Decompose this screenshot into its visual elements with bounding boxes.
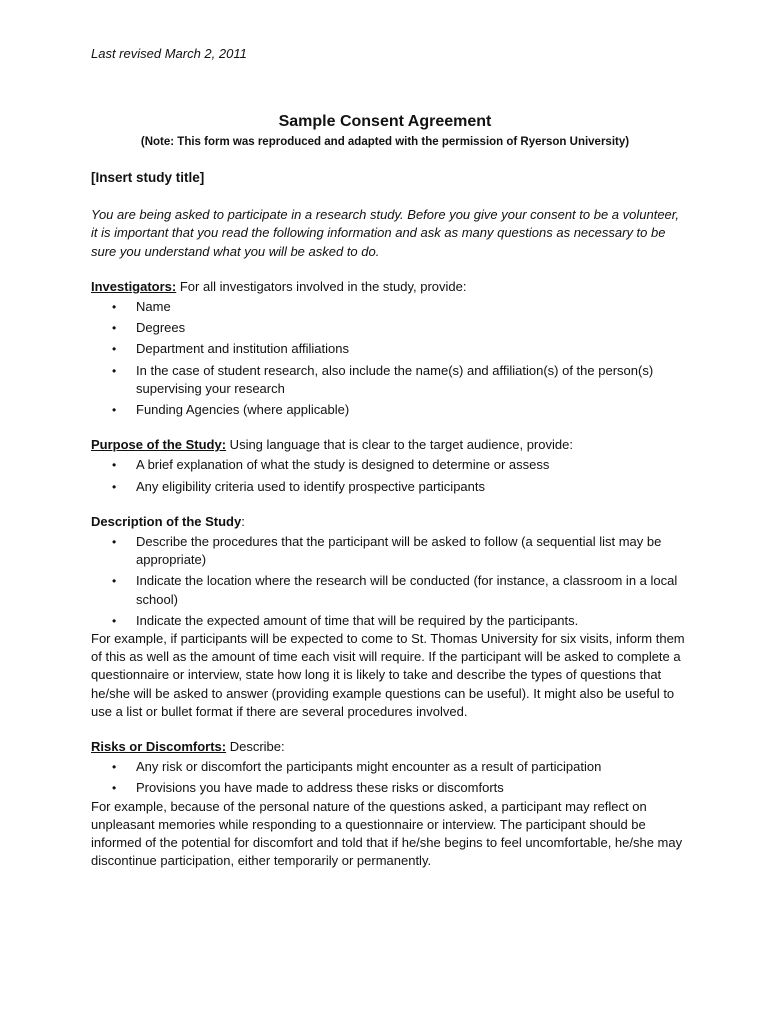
bullet-icon: •	[112, 781, 117, 796]
section-lead-text: :	[241, 513, 245, 529]
bullet-icon: •	[112, 363, 117, 378]
list-item	[91, 612, 685, 630]
list-item-text: Describe the procedures that the participant will be asked to follow (a sequential list may be appropriate)	[136, 534, 662, 568]
section-heading: Investigators:	[91, 278, 177, 294]
section-lead	[91, 278, 685, 296]
intro-paragraph: You are being asked to participate in a research study. Before you give your consent to be a volunteer, it is important that you read the following information and ask as many questions as necessary to be sure you understand what you will be asked to do.	[91, 207, 680, 259]
section-lead	[91, 436, 685, 454]
list-item	[91, 298, 685, 316]
document-note: (Note: This form was reproduced and adapted with the permission of Ryerson University)	[140, 136, 630, 148]
bullet-icon: •	[112, 574, 117, 589]
list-item	[91, 362, 685, 398]
bullet-list	[91, 298, 685, 419]
bullet-list	[91, 533, 685, 630]
bullet-list	[91, 456, 685, 495]
section-purpose	[91, 436, 685, 496]
list-item-text: Any risk or discomfort the participants might encounter as a result of participation	[136, 759, 602, 775]
section-investigators	[91, 278, 685, 419]
section-description	[91, 513, 685, 721]
bullet-list	[91, 758, 685, 797]
section-lead	[91, 513, 685, 531]
bullet-icon: •	[112, 613, 117, 628]
section-lead-text: Describe:	[226, 739, 285, 755]
bullet-icon: •	[112, 403, 117, 418]
document-title: Sample Consent Agreement	[278, 113, 492, 130]
list-item	[91, 478, 685, 496]
list-item-text: A brief explanation of what the study is designed to determine or assess	[136, 457, 550, 473]
study-title: [Insert study title]	[91, 170, 205, 185]
list-item-text: Provisions you have made to address these risks or discomforts	[136, 780, 504, 796]
list-item-text: Funding Agencies (where applicable)	[136, 402, 350, 418]
bullet-icon: •	[112, 300, 117, 315]
bullet-icon: •	[112, 458, 117, 473]
bullet-icon: •	[112, 760, 117, 775]
bullet-icon: •	[112, 535, 117, 550]
section-lead-text: Using language that is clear to the target audience, provide:	[226, 437, 573, 453]
list-item-text: Degrees	[136, 320, 186, 336]
section-lead-text: For all investigators involved in the study, provide:	[176, 278, 467, 294]
revision-date: Last revised March 2, 2011	[91, 46, 247, 61]
list-item	[91, 319, 685, 337]
section-lead	[91, 738, 685, 756]
section-risks	[91, 738, 685, 870]
list-item-text: In the case of student research, also include the name(s) and affiliation(s) of the person(s) supervising your research	[136, 362, 654, 396]
list-item	[91, 779, 685, 797]
section-heading: Description of the Study	[91, 513, 242, 529]
bullet-icon: •	[112, 342, 117, 357]
list-item-text: Indicate the expected amount of time that will be required by the participants.	[136, 612, 579, 628]
list-item-text: Any eligibility criteria used to identify prospective participants	[136, 478, 486, 494]
list-item-text: Indicate the location where the research will be conducted (for instance, a classroom in a local school)	[136, 573, 678, 607]
list-item-text: Department and institution affiliations	[136, 341, 349, 357]
section-heading: Risks or Discomforts:	[91, 739, 227, 755]
list-item-text: Name	[136, 299, 171, 315]
list-item	[91, 572, 685, 608]
section-paragraph: For example, because of the personal nature of the questions asked, a participant may reflect on unpleasant memories while responding to a questionnaire or interview. The participant should be informed of the potential for discomfort and told that if he/she begins to feel uncomfortable, he/she may discontinue participation, either temporarily or permanently.	[91, 798, 683, 869]
bullet-icon: •	[112, 479, 117, 494]
section-paragraph: For example, if participants will be expected to come to St. Thomas University for six visits, inform them of this as well as the amount of time each visit will require. If the participant will be asked to complete a questionnaire or interview, state how long it is likely to take and describe the types of questions that he/she will be asked to answer (providing example questions can be useful). It might also be useful to use a list or bullet format if there are several procedures involved.	[91, 631, 685, 719]
document-body	[91, 169, 685, 888]
bullet-icon: •	[112, 321, 117, 336]
list-item	[91, 758, 685, 776]
list-item	[91, 533, 685, 569]
list-item	[91, 401, 685, 419]
list-item	[91, 456, 685, 474]
section-heading: Purpose of the Study:	[91, 437, 227, 453]
list-item	[91, 340, 685, 358]
